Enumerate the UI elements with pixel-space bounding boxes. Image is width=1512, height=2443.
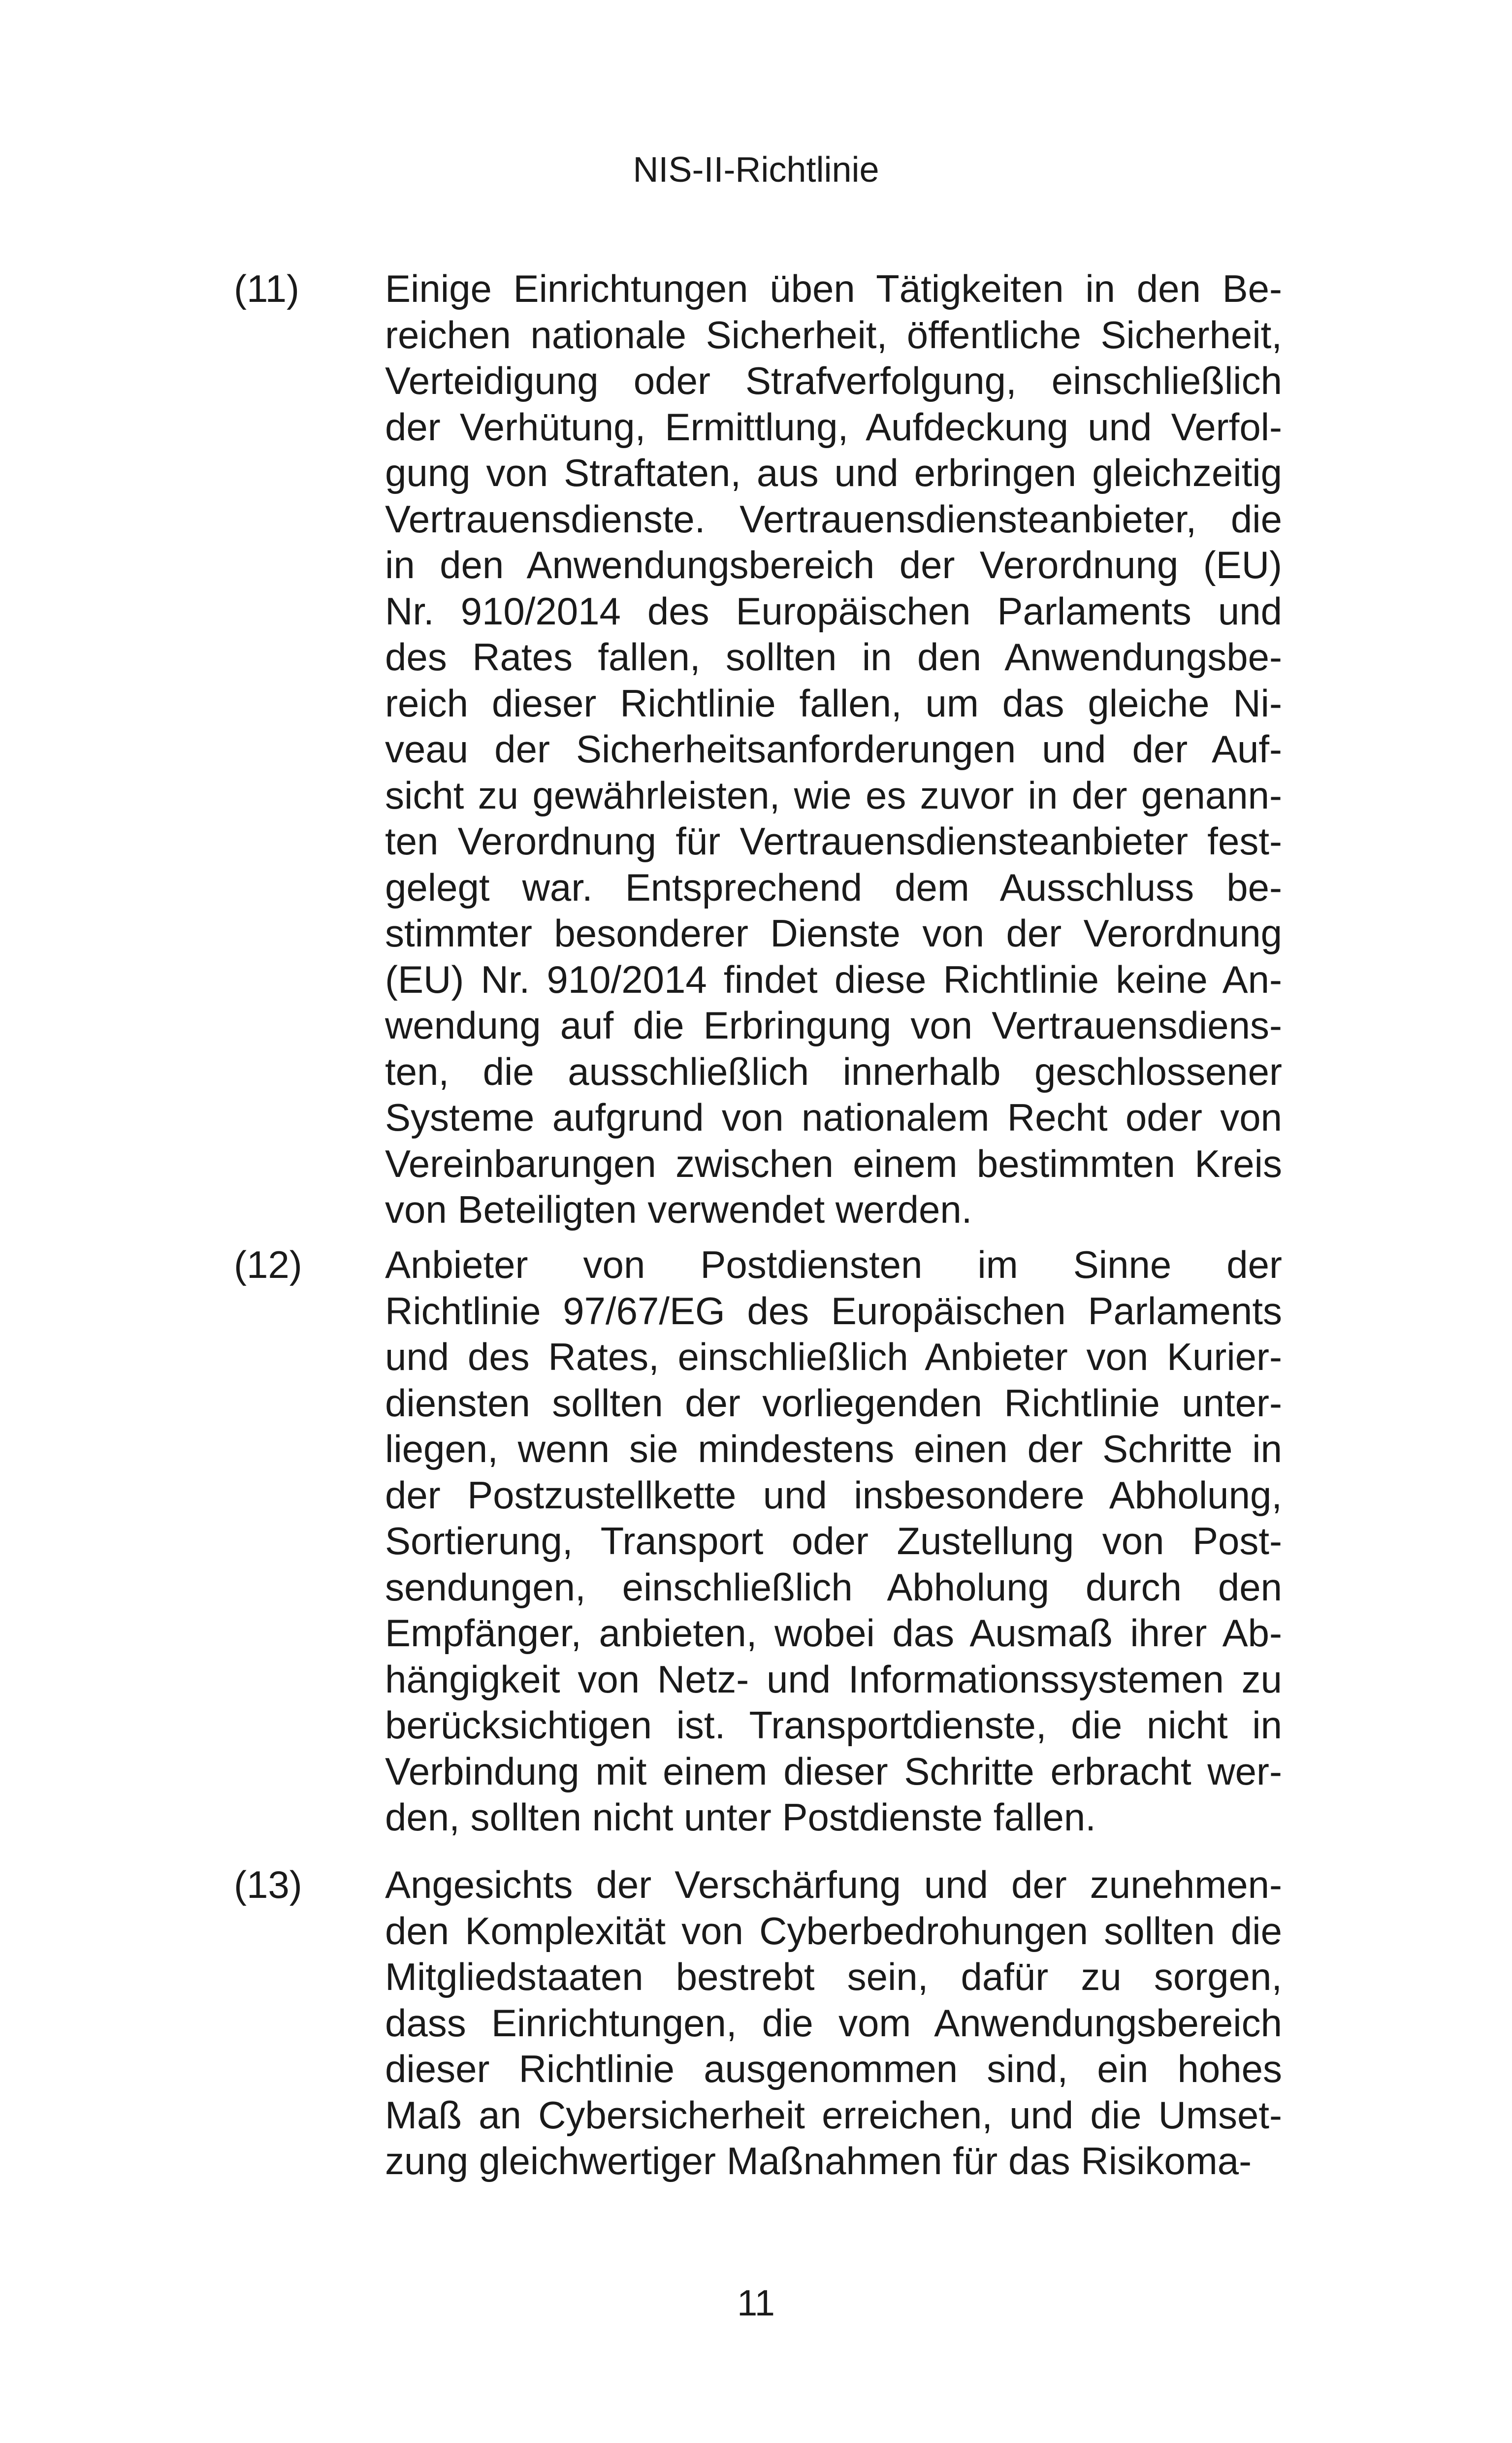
text-line: von Beteiligten verwendet werden. <box>385 1188 972 1231</box>
text-line: sicht zu gewährleisten, wie es zuvor in der genann- <box>385 773 1282 817</box>
text-line: Vertrauensdienste. Vertrauensdiensteanbieter, die <box>385 497 1282 541</box>
text-line: zung gleichwertiger Maßnahmen für das Risikoma- <box>385 2139 1252 2182</box>
text-line: reichen nationale Sicherheit, öffentliche Sicherheit, <box>385 313 1282 357</box>
text-line: des Rates fallen, sollten in den Anwendungsbe- <box>385 635 1282 679</box>
text-line: reich dieser Richtlinie fallen, um das gleiche Ni- <box>385 681 1282 725</box>
text-line: liegen, wenn sie mindestens einen der Schritte in <box>385 1427 1282 1470</box>
recital-text <box>385 1242 1282 1841</box>
text-line: gung von Straftaten, aus und erbringen gleichzeitig <box>385 451 1282 494</box>
text-line: ten Verordnung für Vertrauensdiensteanbieter fest- <box>385 819 1282 863</box>
text-line: in den Anwendungsbereich der Verordnung (EU) <box>385 543 1282 586</box>
text-line: der Postzustellkette und insbesondere Abholung, <box>385 1473 1282 1517</box>
text-line: Verbindung mit einem dieser Schritte erbracht wer- <box>385 1749 1282 1793</box>
running-header: NIS-II-Richtlinie <box>633 150 879 190</box>
text-line: wendung auf die Erbringung von Vertrauensdiens- <box>385 1004 1282 1047</box>
text-line: Vereinbarungen zwischen einem bestimmten Kreis <box>385 1141 1282 1185</box>
text-line: stimmter besonderer Dienste von der Verordnung <box>385 912 1282 955</box>
text-line: berücksichtigen ist. Transportdienste, die nicht in <box>385 1703 1282 1747</box>
text-line: gelegt war. Entsprechend dem Ausschluss be- <box>385 865 1282 909</box>
text-line: Maß an Cybersicherheit erreichen, und die Umset- <box>385 2093 1282 2137</box>
text-line: hängigkeit von Netz- und Informationssystemen zu <box>385 1657 1282 1701</box>
text-line: Mitgliedstaaten bestrebt sein, dafür zu sorgen, <box>385 1955 1282 1998</box>
text-line: veau der Sicherheitsanforderungen und der Auf- <box>385 727 1282 771</box>
text-line: sendungen, einschließlich Abholung durch den <box>385 1565 1282 1609</box>
text-line: diensten sollten der vorliegenden Richtlinie unter- <box>385 1381 1282 1425</box>
text-line: (EU) Nr. 910/2014 findet diese Richtlinie keine An- <box>385 957 1282 1001</box>
text-line: Anbieter von Postdiensten im Sinne der <box>385 1243 1282 1286</box>
text-line: Systeme aufgrund von nationalem Recht oder von <box>385 1096 1282 1139</box>
text-line: dieser Richtlinie ausgenommen sind, ein hohes <box>385 2047 1282 2090</box>
text-line: Richtlinie 97/67/EG des Europäischen Parlaments <box>385 1289 1282 1333</box>
text-line: den, sollten nicht unter Postdienste fallen. <box>385 1795 1096 1839</box>
recital-number: (13) <box>234 1863 302 1906</box>
text-line: den Komplexität von Cyberbedrohungen sollten die <box>385 1909 1282 1953</box>
recital-number: (12) <box>234 1243 302 1286</box>
recital-text <box>385 266 1282 1233</box>
page-number: 11 <box>737 2282 775 2323</box>
text-line: und des Rates, einschließlich Anbieter von Kurier- <box>385 1335 1282 1378</box>
text-line: ten, die ausschließlich innerhalb geschlossener <box>385 1049 1282 1093</box>
text-line: Angesichts der Verschärfung und der zunehmen- <box>385 1863 1282 1906</box>
text-line: Verteidigung oder Strafverfolgung, einschließlich <box>385 359 1282 402</box>
text-line: dass Einrichtungen, die vom Anwendungsbereich <box>385 2001 1282 2045</box>
text-line: der Verhütung, Ermittlung, Aufdeckung und Verfol- <box>385 405 1282 449</box>
recital-text <box>385 1862 1282 2184</box>
text-line: Empfänger, anbieten, wobei das Ausmaß ihrer Ab- <box>385 1611 1282 1655</box>
text-line: Einige Einrichtungen üben Tätigkeiten in den Be- <box>385 267 1282 310</box>
recital-number: (11) <box>234 267 299 310</box>
text-line: Sortierung, Transport oder Zustellung von Post- <box>385 1519 1282 1563</box>
text-line: Nr. 910/2014 des Europäischen Parlaments und <box>385 589 1282 633</box>
